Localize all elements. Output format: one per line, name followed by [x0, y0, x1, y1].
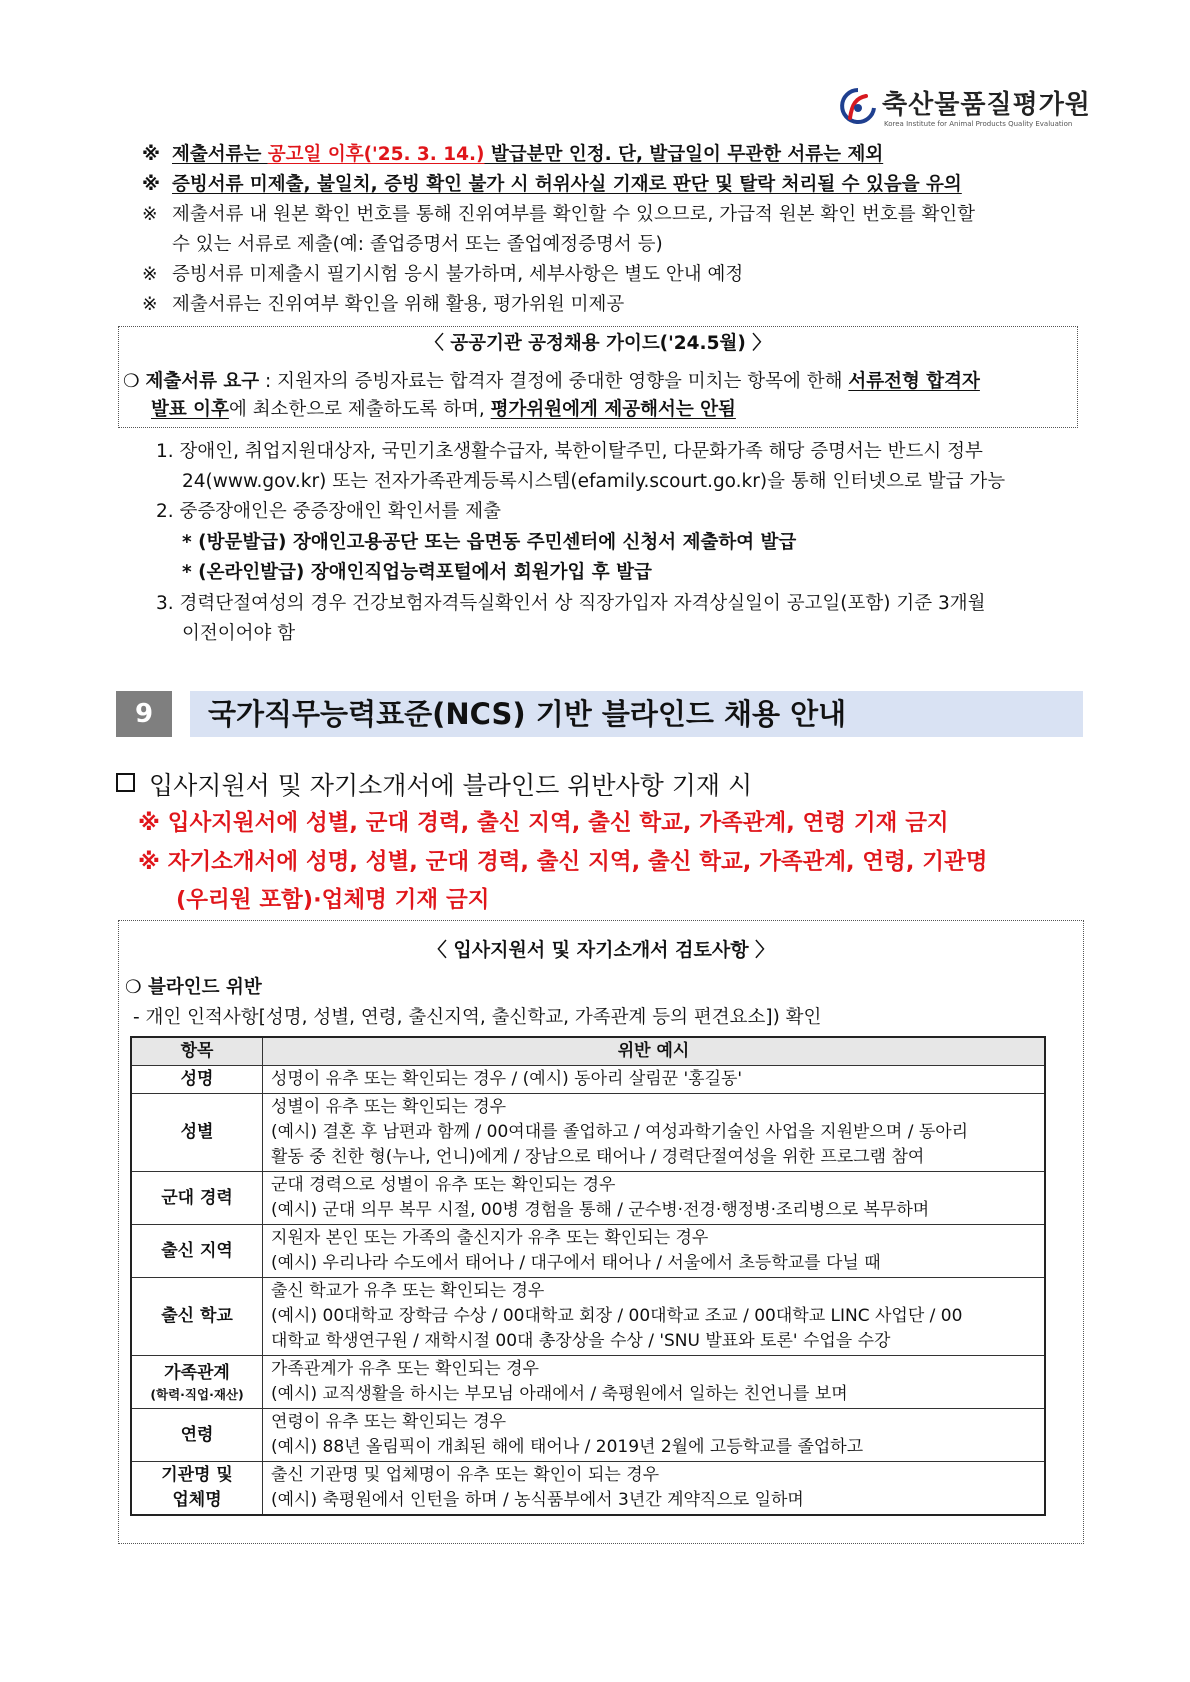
review-title: 〈 입사지원서 및 자기소개서 검토사항 〉: [427, 939, 775, 961]
guide-label: 제출서류 요구: [145, 371, 260, 392]
row-example: 성별이 유추 또는 확인되는 경우 (예시) 결혼 후 남편과 함께 / 00여대를 졸업하고 / 여성과학기술인 사업을 지원받으며 / 동아리 활동 중 친한 형(누나, 언니)에게 / 장남으로 태어나 / 경력단절여성을 위한 프로그램 참여: [263, 1094, 1046, 1172]
row-example: 지원자 본인 또는 가족의 출신지가 유추 또는 확인되는 경우 (예시) 우리나라 수도에서 태어나 / 대구에서 태어나 / 서울에서 초등학교를 다닐 때: [263, 1225, 1046, 1278]
note-4: ※ 증빙서류 미제출시 필기시험 응시 불가하며, 세부사항은 별도 안내 예정: [142, 264, 744, 285]
row-example: 군대 경력으로 성별이 유추 또는 확인되는 경우 (예시) 군대 의무 복무 시절, 00병 경험을 통해 / 군수병·전경·행정병·조리병으로 복무하며: [263, 1172, 1046, 1225]
logo-subtitle: Korea Institute for Animal Products Quality Evaluation: [884, 120, 1073, 128]
section-header: [190, 691, 1083, 737]
note-3: ※ 제출서류 내 원본 확인 번호를 통해 진위여부를 확인할 수 있으므로, 가급적 원본 확인 번호를 확인할: [142, 204, 976, 225]
blind-rule-self-intro: ※ 자기소개서에 성명, 성별, 군대 경력, 출신 지역, 출신 학교, 가족관계, 연령, 기관명: [138, 849, 988, 875]
section-number: 9: [116, 691, 172, 737]
list-item-2: 2. 중증장애인은 중증장애인 확인서를 제출: [156, 501, 501, 522]
fair-recruitment-guide-box: [118, 326, 1078, 428]
review-bullet: ❍ 블라인드 위반: [125, 977, 262, 998]
list-item-1: 1. 장애인, 취업지원대상자, 국민기초생활수급자, 북한이탈주민, 다문화가족 해당 증명서는 반드시 정부: [156, 441, 983, 462]
row-example: 출신 기관명 및 업체명이 유추 또는 확인이 되는 경우 (예시) 축평원에서 인턴을 하며 / 농식품부에서 3년간 계약직으로 일하며: [263, 1462, 1046, 1516]
header-category: 항목: [131, 1037, 263, 1066]
checkbox-square-icon: [116, 773, 135, 792]
table-row: [131, 1066, 1045, 1094]
table-row: [131, 1462, 1045, 1516]
guide-title: 〈 공공기관 공정채용 가이드('24.5월) 〉: [425, 333, 771, 354]
row-category: 출신 지역: [131, 1225, 263, 1278]
row-example: 성명이 유추 또는 확인되는 경우 / (예시) 동아리 살림꾼 '홍길동': [263, 1066, 1046, 1094]
row-category: 기관명 및 업체명: [131, 1462, 263, 1516]
row-category: 가족관계 (학력·직업·재산): [131, 1356, 263, 1409]
guide-line-1: ❍ 제출서류 요구 : 지원자의 증빙자료는 합격자 결정에 중대한 영향을 미치는 항목에 한해 서류전형 합격자: [123, 371, 980, 392]
header-example: 위반 예시: [263, 1037, 1046, 1066]
list-item-2b: * (온라인발급) 장애인직업능력포털에서 회원가입 후 발급: [182, 562, 652, 583]
row-category: 군대 경력: [131, 1172, 263, 1225]
guide-line-2: 발표 이후에 최소한으로 제출하도록 하며, 평가위원에게 제공해서는 안됨: [151, 399, 736, 420]
row-example: 가족관계가 유추 또는 확인되는 경우 (예시) 교직생활을 하시는 부모님 아래에서 / 축평원에서 일하는 친언니를 보며: [263, 1356, 1046, 1409]
row-category: 연령: [131, 1409, 263, 1462]
row-category: 성별: [131, 1094, 263, 1172]
row-example: 출신 학교가 유추 또는 확인되는 경우 (예시) 00대학교 장학금 수상 / 00대학교 회장 / 00대학교 조교 / 00대학교 LINC 사업단 / 00 대학교 학생연구원 / 재학시절 00대 총장상을 수상 / 'SNU 발표와 토론' 수업을 수강: [263, 1278, 1046, 1356]
note-1-date: 공고일 이후('25. 3. 14.): [267, 144, 485, 165]
table-row: [131, 1278, 1045, 1356]
table-row: [131, 1225, 1045, 1278]
table-row: [131, 1356, 1045, 1409]
review-description: - 개인 인적사항[성명, 성별, 연령, 출신지역, 출신학교, 가족관계 등의 편견요소]) 확인: [133, 1007, 822, 1028]
list-item-1-cont: 24(www.gov.kr) 또는 전자가족관계등록시스템(efamily.scourt.go.kr)을 통해 인터넷으로 발급 가능: [182, 471, 1006, 492]
blind-violation-heading: 입사지원서 및 자기소개서에 블라인드 위반사항 기재 시: [116, 766, 752, 802]
list-item-2a: * (방문발급) 장애인고용공단 또는 읍면동 주민센터에 신청서 제출하여 발급: [182, 532, 797, 553]
blind-rule-application: ※ 입사지원서에 성별, 군대 경력, 출신 지역, 출신 학교, 가족관계, 연령 기재 금지: [138, 810, 949, 836]
note-5: ※ 제출서류는 진위여부 확인을 위해 활용, 평가위원 미제공: [142, 294, 625, 315]
table-row: [131, 1409, 1045, 1462]
section-title: 국가직무능력표준(NCS) 기반 블라인드 채용 안내: [208, 697, 847, 731]
note-1: ※ 제출서류는 공고일 이후('25. 3. 14.) 발급분만 인정. 단, 발급일이 무관한 서류는 제외: [142, 144, 884, 165]
note-2: ※ 증빙서류 미제출, 불일치, 증빙 확인 불가 시 허위사실 기재로 판단 및 탈락 처리될 수 있음을 유의: [142, 174, 962, 195]
list-item-3: 3. 경력단절여성의 경우 건강보험자격득실확인서 상 직장가입자 자격상실일이 공고일(포함) 기준 3개월: [156, 593, 986, 614]
row-category: 출신 학교: [131, 1278, 263, 1356]
table-header-row: [131, 1037, 1045, 1066]
list-item-3-cont: 이전이어야 함: [182, 623, 296, 644]
organization-logo: [838, 84, 1091, 134]
note-3-cont: 수 있는 서류로 제출(예: 졸업증명서 또는 졸업예정증명서 등): [172, 234, 663, 255]
row-category: 성명: [131, 1066, 263, 1094]
blind-rule-self-intro-cont: (우리원 포함)·업체명 기재 금지: [176, 887, 490, 913]
blind-violation-table: [130, 1036, 1046, 1516]
table-row: [131, 1094, 1045, 1172]
row-example: 연령이 유추 또는 확인되는 경우 (예시) 88년 올림픽이 개최된 해에 태어나 / 2019년 2월에 고등학교를 졸업하고: [263, 1409, 1046, 1462]
table-row: [131, 1172, 1045, 1225]
logo-name: 축산물품질평가원: [882, 90, 1091, 120]
logo-mark-icon: [838, 86, 878, 126]
